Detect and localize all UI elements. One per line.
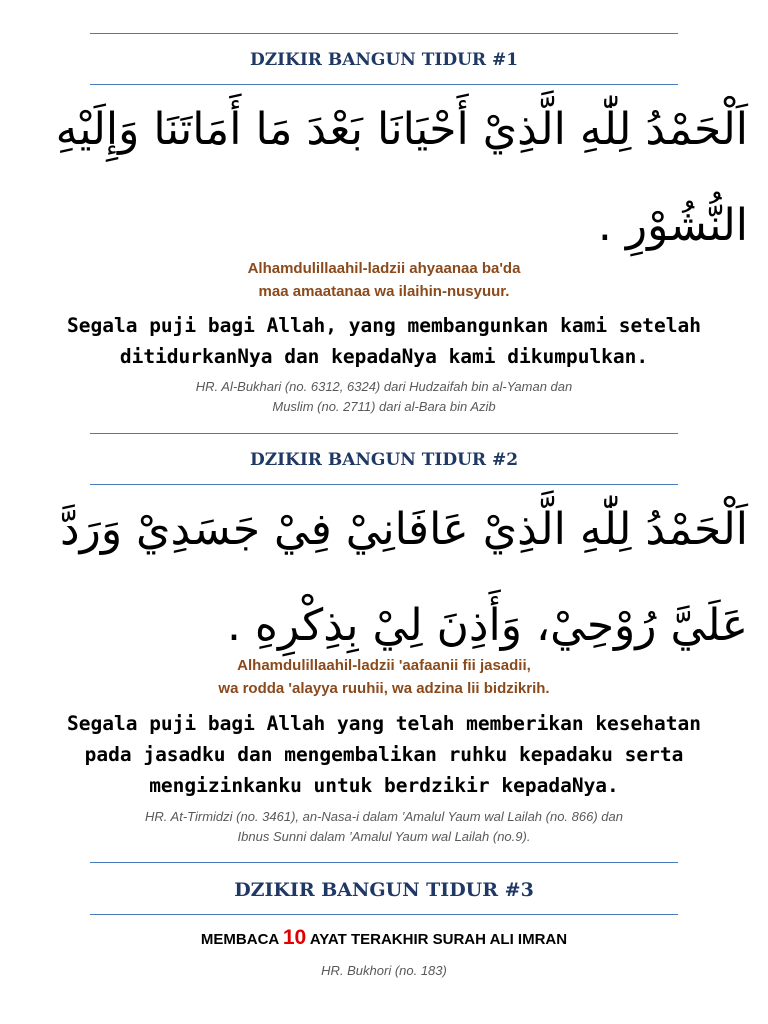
section-2-source bbox=[0, 807, 768, 847]
section-2-transliteration bbox=[0, 654, 768, 700]
section-1-translation bbox=[0, 310, 768, 372]
translation-line: Segala puji bagi Allah yang telah memberikan kesehatan bbox=[67, 712, 701, 735]
translation-line: ditidurkanNya dan kepadaNya kami dikumpulkan. bbox=[119, 345, 649, 368]
section-1-transliteration bbox=[0, 257, 768, 303]
instruction-text-before: MEMBACA bbox=[200, 931, 283, 948]
section-3-heading: DZIKIR BANGUN TIDUR #3 bbox=[234, 879, 534, 901]
divider-bottom-3 bbox=[90, 914, 678, 915]
transliteration-line: Alhamdulillaahil-ladzii 'aafaanii fii jasadii, bbox=[237, 657, 531, 674]
transliteration-line: wa rodda 'alayya ruuhii, wa adzina lii bidzikrih. bbox=[218, 680, 550, 697]
section-2-heading: DZIKIR BANGUN TIDUR #2 bbox=[249, 450, 519, 470]
source-line: Muslim (no. 2711) dari al-Bara bin Azib bbox=[272, 399, 496, 414]
section-1-source bbox=[0, 377, 768, 417]
divider-top-2 bbox=[90, 433, 678, 434]
ayat-count-number: 10 bbox=[282, 926, 307, 949]
divider-top-3 bbox=[90, 862, 678, 863]
section-3-instruction bbox=[0, 926, 768, 952]
translation-line: pada jasadku dan mengembalikan ruhku kepadaku serta bbox=[84, 743, 684, 766]
divider-top-1 bbox=[90, 33, 678, 34]
section-3-source: HR. Bukhori (no. 183) bbox=[321, 963, 447, 978]
source-line: Ibnus Sunni dalam ’Amalul Yaum wal Lailah (no.9). bbox=[237, 829, 531, 844]
source-line: HR. Al-Bukhari (no. 6312, 6324) dari Hudzaifah bin al-Yaman dan bbox=[195, 379, 573, 394]
translation-line: Segala puji bagi Allah, yang membangunkan kami setelah bbox=[67, 314, 701, 337]
section-2-translation bbox=[0, 708, 768, 801]
source-line: HR. At-Tirmidzi (no. 3461), an-Nasa-i dalam ’Amalul Yaum wal Lailah (no. 866) dan bbox=[145, 809, 623, 824]
transliteration-line: maa amaatanaa wa ilaihin-nusyuur. bbox=[258, 283, 510, 300]
section-1-arabic-text: اَلْحَمْدُ لِلّٰهِ الَّذِيْ أَحْيَانَا بَعْدَ مَا أَمَاتَنَا وَإِلَيْهِ النُّشُوْرِ . bbox=[55, 104, 748, 251]
transliteration-line: Alhamdulillaahil-ladzii ahyaanaa ba'da bbox=[247, 260, 521, 277]
translation-line: mengizinkanku untuk berdzikir kepadaNya. bbox=[149, 774, 619, 797]
instruction-text-after: AYAT TERAKHIR SURAH ALI IMRAN bbox=[306, 931, 568, 948]
section-2-arabic-text: اَلْحَمْدُ لِلّٰهِ الَّذِيْ عَافَانِيْ فِيْ جَسَدِيْ وَرَدَّ عَلَيَّ رُوْحِيْ، وَأَذِنَ لِيْ بِذِكْرِهِ . bbox=[59, 504, 748, 651]
section-1-heading: DZIKIR BANGUN TIDUR #1 bbox=[249, 50, 519, 70]
